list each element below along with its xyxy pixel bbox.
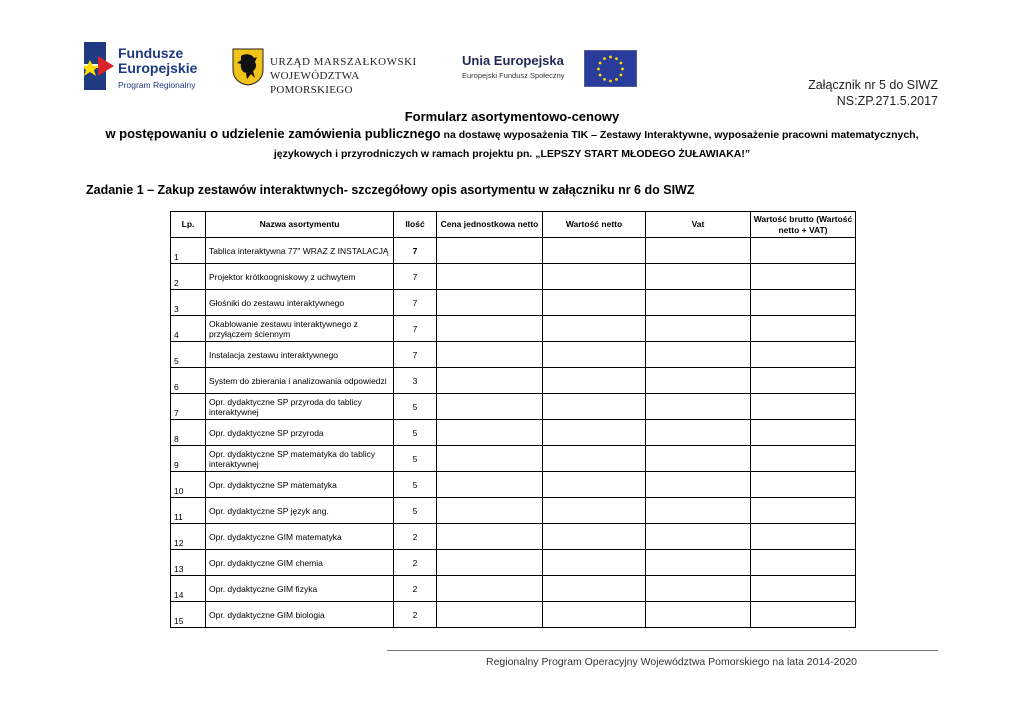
subtitle-part1: w postępowaniu o udzielenie zamówienia publicznego bbox=[105, 126, 441, 141]
net-value-cell[interactable] bbox=[543, 394, 646, 420]
unia-line2: Europejski Fundusz Społeczny bbox=[462, 71, 565, 80]
net-value-cell[interactable] bbox=[543, 602, 646, 628]
gross-value-cell[interactable] bbox=[751, 576, 856, 602]
subtitle-part2: na dostawę wyposażenia TIK – Zestawy Interaktywne, wyposażenie pracowni matematycznych, językowych i przyrodniczych w ramach projektu pn. „LEPSZY START MŁODEGO ŻUŁAWIAKA!” bbox=[273, 129, 919, 160]
net-value-cell[interactable] bbox=[543, 420, 646, 446]
row-qty: 7 bbox=[394, 316, 437, 342]
vat-cell[interactable] bbox=[646, 550, 751, 576]
row-name: Opr. dydaktyczne SP matematyka bbox=[206, 472, 394, 498]
net-value-cell[interactable] bbox=[543, 264, 646, 290]
gross-value-cell[interactable] bbox=[751, 394, 856, 420]
vat-cell[interactable] bbox=[646, 394, 751, 420]
vat-cell[interactable] bbox=[646, 368, 751, 394]
row-lp: 9 bbox=[171, 446, 206, 472]
row-name: Opr. dydaktyczne SP matematyka do tablicy interaktywnej bbox=[206, 446, 394, 472]
procurement-subtitle bbox=[80, 125, 944, 163]
row-qty: 5 bbox=[394, 394, 437, 420]
table-row bbox=[171, 420, 856, 446]
vat-cell[interactable] bbox=[646, 342, 751, 368]
row-name: Opr. dydaktyczne SP język ang. bbox=[206, 498, 394, 524]
urzad-line2: WOJEWÓDZTWA POMORSKIEGO bbox=[270, 70, 359, 96]
row-name: Opr. dydaktyczne GIM fizyka bbox=[206, 576, 394, 602]
unit-price-cell[interactable] bbox=[437, 576, 543, 602]
table-row bbox=[171, 394, 856, 420]
unit-price-cell[interactable] bbox=[437, 446, 543, 472]
net-value-cell[interactable] bbox=[543, 472, 646, 498]
gross-value-cell[interactable] bbox=[751, 420, 856, 446]
row-name: Tablica interaktywna 77" WRAZ Z INSTALACJĄ bbox=[206, 238, 394, 264]
gross-value-cell[interactable] bbox=[751, 550, 856, 576]
row-qty: 7 bbox=[394, 342, 437, 368]
table-row bbox=[171, 498, 856, 524]
gross-value-cell[interactable] bbox=[751, 238, 856, 264]
unia-line1: Unia Europejska bbox=[462, 53, 564, 68]
row-name: Opr. dydaktyczne SP przyroda do tablicy interaktywnej bbox=[206, 394, 394, 420]
row-lp: 14 bbox=[171, 576, 206, 602]
row-qty: 2 bbox=[394, 524, 437, 550]
row-name: Projektor krótkoogniskowy z uchwytem bbox=[206, 264, 394, 290]
header-qty: Ilość bbox=[394, 212, 437, 238]
vat-cell[interactable] bbox=[646, 472, 751, 498]
fundusze-line1: Fundusze bbox=[118, 45, 184, 61]
row-qty: 2 bbox=[394, 550, 437, 576]
footer-program-name: Regionalny Program Operacyjny Województwa Pomorskiego na lata 2014-2020 bbox=[486, 656, 858, 668]
row-qty: 5 bbox=[394, 420, 437, 446]
unit-price-cell[interactable] bbox=[437, 394, 543, 420]
row-qty: 2 bbox=[394, 576, 437, 602]
table-row bbox=[171, 576, 856, 602]
vat-cell[interactable] bbox=[646, 290, 751, 316]
unit-price-cell[interactable] bbox=[437, 420, 543, 446]
net-value-cell[interactable] bbox=[543, 290, 646, 316]
row-qty: 7 bbox=[394, 290, 437, 316]
header-vat: Vat bbox=[646, 212, 751, 238]
row-name: Okablowanie zestawu interaktywnego z przyłączem ściennym bbox=[206, 316, 394, 342]
row-lp: 6 bbox=[171, 368, 206, 394]
row-name: Opr. dydaktyczne SP przyroda bbox=[206, 420, 394, 446]
table-row bbox=[171, 290, 856, 316]
table-row bbox=[171, 524, 856, 550]
vat-cell[interactable] bbox=[646, 420, 751, 446]
annex-reference bbox=[808, 77, 938, 109]
table-row bbox=[171, 550, 856, 576]
annex-number: Załącznik nr 5 do SIWZ bbox=[808, 78, 938, 92]
vat-cell[interactable] bbox=[646, 602, 751, 628]
vat-cell[interactable] bbox=[646, 264, 751, 290]
row-lp: 12 bbox=[171, 524, 206, 550]
vat-cell[interactable] bbox=[646, 524, 751, 550]
table-header-row bbox=[171, 212, 856, 238]
row-name: Opr. dydaktyczne GIM matematyka bbox=[206, 524, 394, 550]
row-lp: 5 bbox=[171, 342, 206, 368]
row-qty: 2 bbox=[394, 602, 437, 628]
eu-flag-icon bbox=[584, 50, 637, 87]
case-number: NS:ZP.271.5.2017 bbox=[836, 94, 938, 108]
net-value-cell[interactable] bbox=[543, 524, 646, 550]
table-row bbox=[171, 316, 856, 342]
unit-price-cell[interactable] bbox=[437, 368, 543, 394]
unit-price-cell[interactable] bbox=[437, 472, 543, 498]
unit-price-cell[interactable] bbox=[437, 550, 543, 576]
fundusze-line3: Program Regionalny bbox=[118, 80, 196, 90]
row-lp: 13 bbox=[171, 550, 206, 576]
logo-fundusze-europejskie bbox=[84, 42, 214, 94]
row-name: System do zbierania i analizowania odpowiedzi bbox=[206, 368, 394, 394]
table-row bbox=[171, 446, 856, 472]
row-lp: 8 bbox=[171, 420, 206, 446]
unit-price-cell[interactable] bbox=[437, 602, 543, 628]
unit-price-cell[interactable] bbox=[437, 498, 543, 524]
row-lp: 7 bbox=[171, 394, 206, 420]
row-name: Opr. dydaktyczne GIM biologia bbox=[206, 602, 394, 628]
row-lp: 15 bbox=[171, 602, 206, 628]
net-value-cell[interactable] bbox=[543, 238, 646, 264]
gross-value-cell[interactable] bbox=[751, 472, 856, 498]
unit-price-cell[interactable] bbox=[437, 264, 543, 290]
vat-cell[interactable] bbox=[646, 316, 751, 342]
row-qty: 7 bbox=[394, 264, 437, 290]
row-lp: 10 bbox=[171, 472, 206, 498]
row-qty: 7 bbox=[394, 238, 437, 264]
net-value-cell[interactable] bbox=[543, 342, 646, 368]
row-qty: 5 bbox=[394, 472, 437, 498]
footer-divider bbox=[387, 650, 938, 651]
row-lp: 4 bbox=[171, 316, 206, 342]
net-value-cell[interactable] bbox=[543, 368, 646, 394]
gross-value-cell[interactable] bbox=[751, 368, 856, 394]
vat-cell[interactable] bbox=[646, 498, 751, 524]
gross-value-cell[interactable] bbox=[751, 316, 856, 342]
table-row bbox=[171, 472, 856, 498]
row-name: Instalacja zestawu interaktywnego bbox=[206, 342, 394, 368]
task-heading: Zadanie 1 – Zakup zestawów interaktwnych- szczegółowy opis asortymentu w załączniku nr 6 do SIWZ bbox=[86, 183, 695, 197]
net-value-cell[interactable] bbox=[543, 446, 646, 472]
table-row bbox=[171, 368, 856, 394]
vat-cell[interactable] bbox=[646, 446, 751, 472]
unit-price-cell[interactable] bbox=[437, 238, 543, 264]
unit-price-cell[interactable] bbox=[437, 290, 543, 316]
row-lp: 2 bbox=[171, 264, 206, 290]
row-lp: 11 bbox=[171, 498, 206, 524]
header-name: Nazwa asortymentu bbox=[206, 212, 394, 238]
vat-cell[interactable] bbox=[646, 238, 751, 264]
header-net-value: Wartość netto bbox=[543, 212, 646, 238]
logo-unia-europejska bbox=[462, 50, 642, 90]
net-value-cell[interactable] bbox=[543, 498, 646, 524]
gross-value-cell[interactable] bbox=[751, 290, 856, 316]
gross-value-cell[interactable] bbox=[751, 342, 856, 368]
row-lp: 3 bbox=[171, 290, 206, 316]
griffin-crest-icon bbox=[232, 48, 264, 86]
fundusze-line2: Europejskie bbox=[118, 60, 198, 76]
gross-value-cell[interactable] bbox=[751, 498, 856, 524]
net-value-cell[interactable] bbox=[543, 576, 646, 602]
gross-value-cell[interactable] bbox=[751, 524, 856, 550]
unit-price-cell[interactable] bbox=[437, 342, 543, 368]
header-unit-price: Cena jednostkowa netto bbox=[437, 212, 543, 238]
table-row bbox=[171, 264, 856, 290]
table-row bbox=[171, 342, 856, 368]
vat-cell[interactable] bbox=[646, 576, 751, 602]
fundusze-europejskie-emblem-icon bbox=[84, 42, 114, 90]
unit-price-cell[interactable] bbox=[437, 316, 543, 342]
net-value-cell[interactable] bbox=[543, 550, 646, 576]
urzad-line1: URZĄD MARSZAŁKOWSKI bbox=[270, 56, 417, 68]
row-qty: 3 bbox=[394, 368, 437, 394]
row-name: Opr. dydaktyczne GIM chemia bbox=[206, 550, 394, 576]
table-row bbox=[171, 602, 856, 628]
form-title: Formularz asortymentowo-cenowy bbox=[404, 109, 620, 124]
row-qty: 5 bbox=[394, 498, 437, 524]
header-lp: Lp. bbox=[171, 212, 206, 238]
row-name: Głośniki do zestawu interaktywnego bbox=[206, 290, 394, 316]
gross-value-cell[interactable] bbox=[751, 446, 856, 472]
header-gross-value: Wartość brutto (Wartość netto + VAT) bbox=[751, 212, 856, 238]
row-qty: 5 bbox=[394, 446, 437, 472]
assortment-price-table bbox=[170, 211, 856, 628]
row-lp: 1 bbox=[171, 238, 206, 264]
gross-value-cell[interactable] bbox=[751, 264, 856, 290]
gross-value-cell[interactable] bbox=[751, 602, 856, 628]
logo-urzad-marszalkowski bbox=[232, 48, 437, 96]
net-value-cell[interactable] bbox=[543, 316, 646, 342]
unit-price-cell[interactable] bbox=[437, 524, 543, 550]
table-row bbox=[171, 238, 856, 264]
